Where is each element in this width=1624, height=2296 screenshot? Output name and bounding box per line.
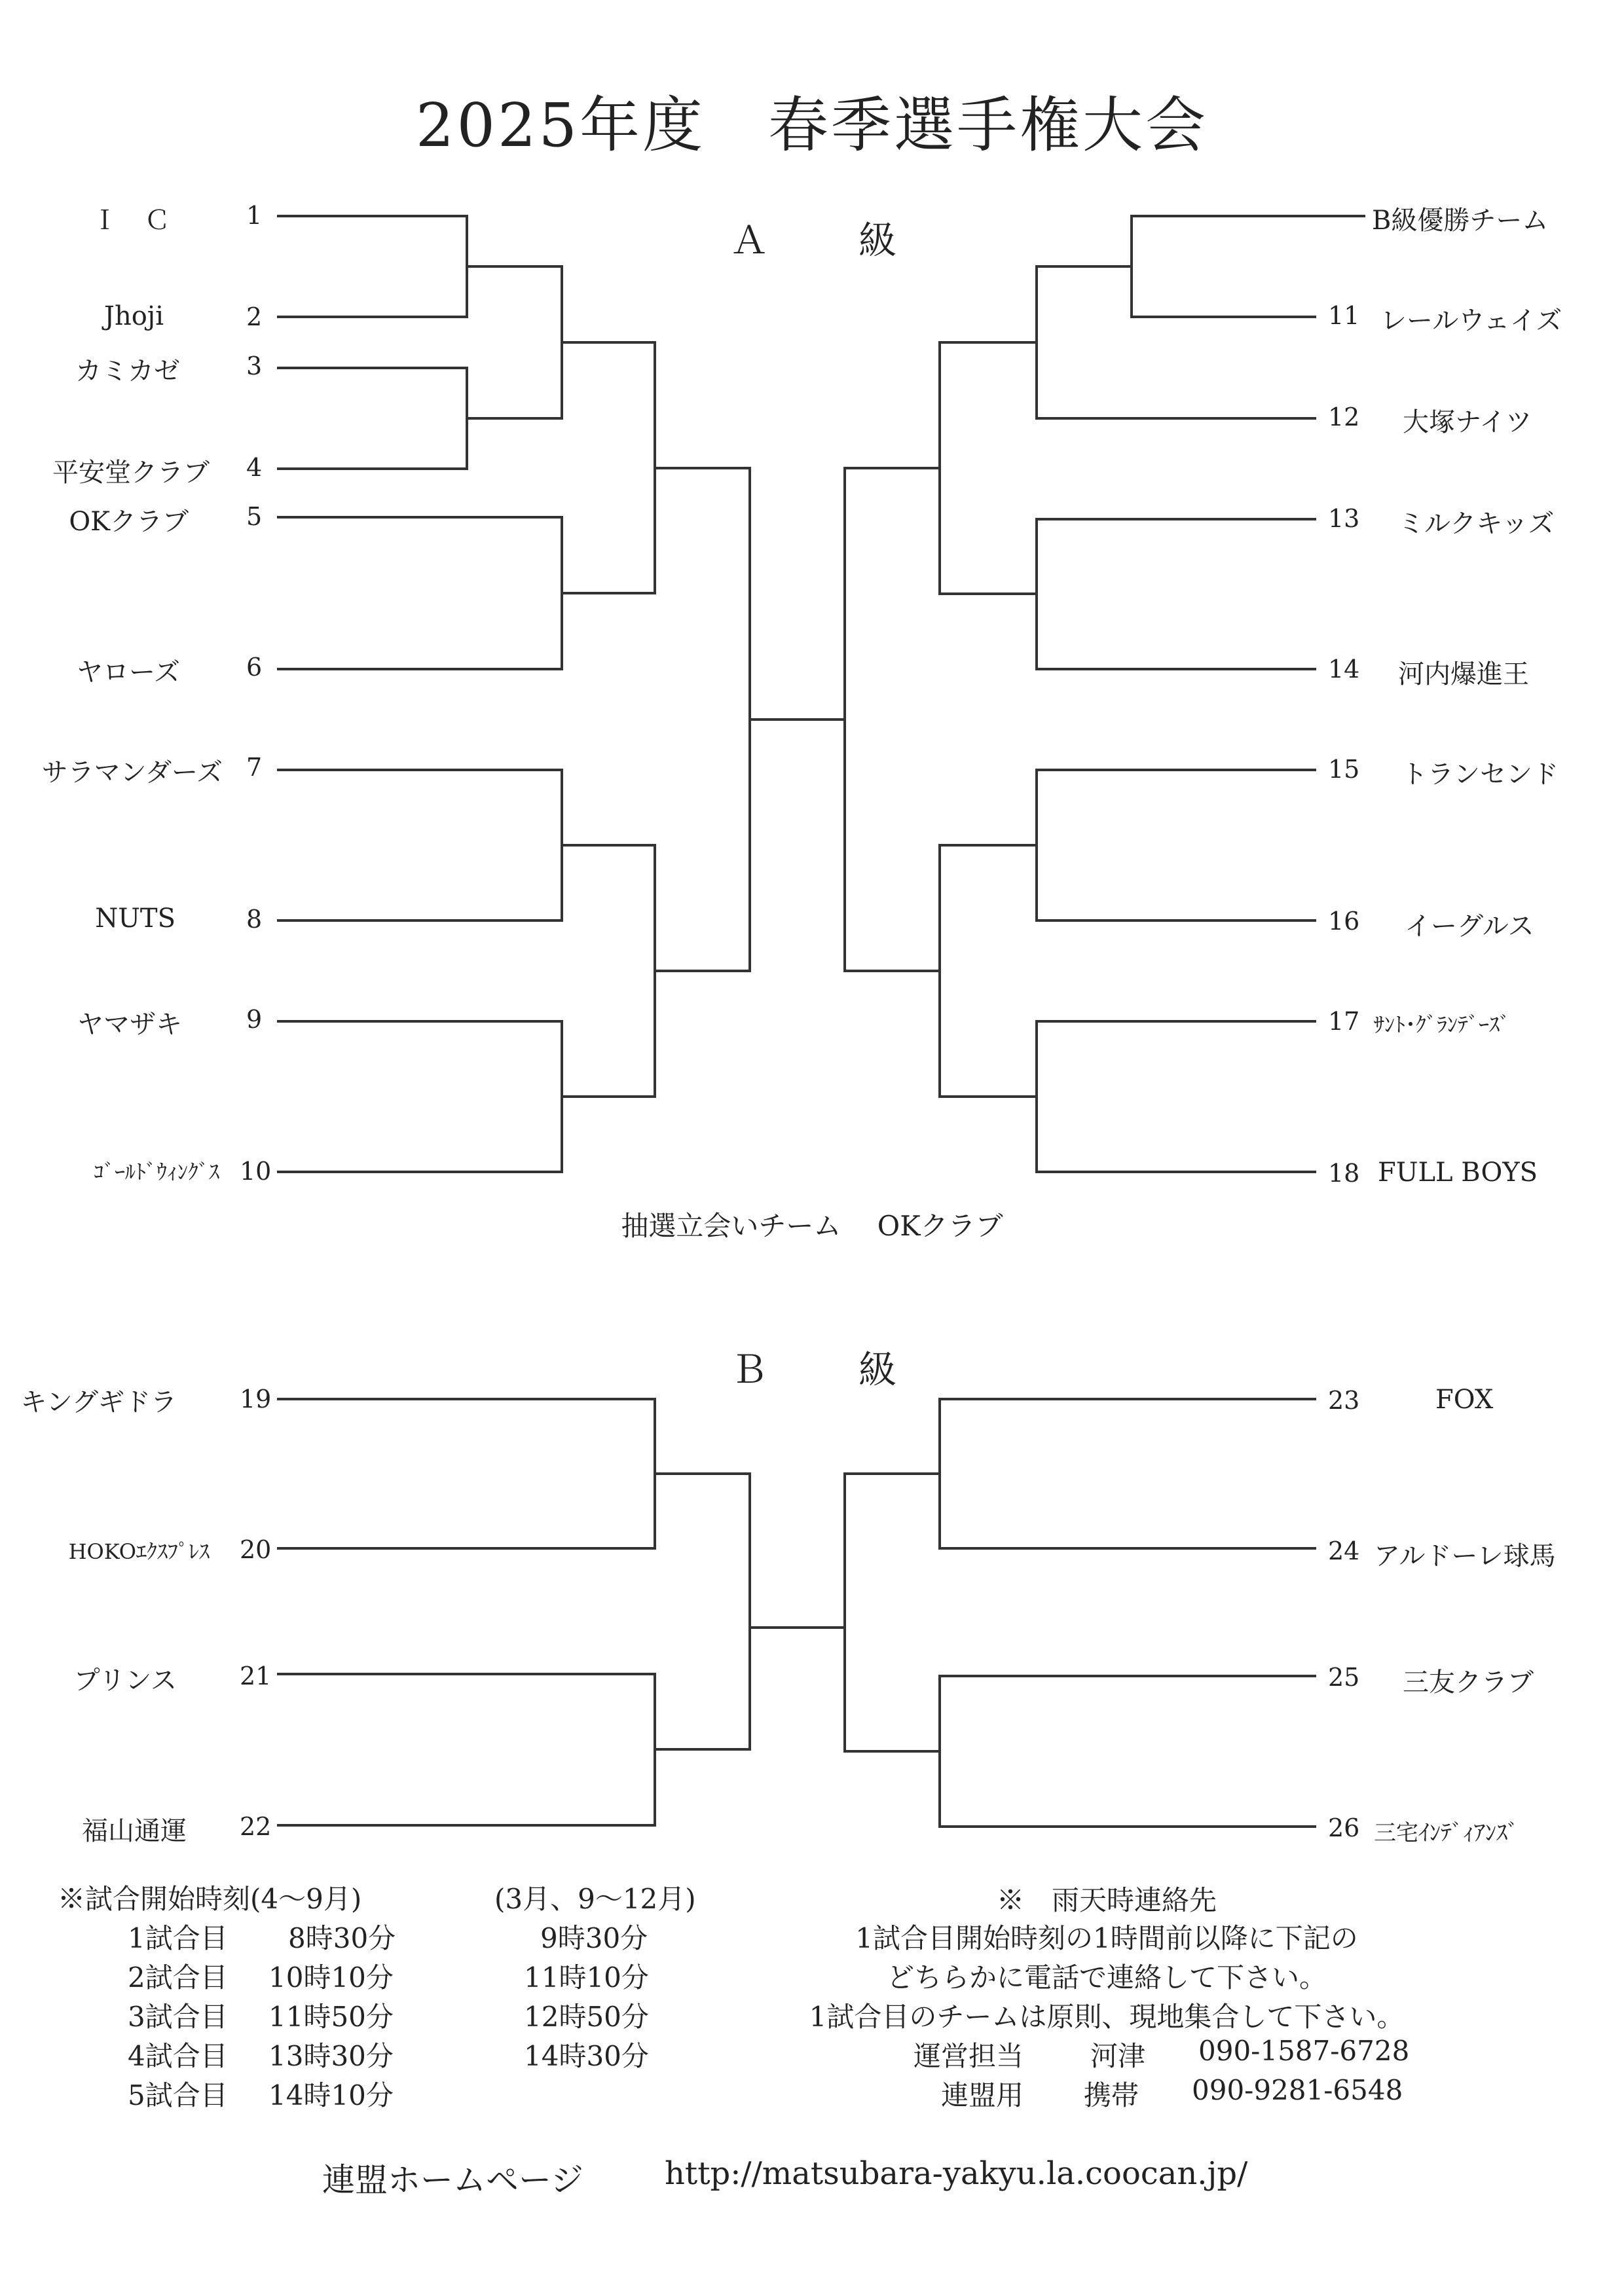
contact-role: 連盟用 xyxy=(941,2079,1024,2111)
seed-number: 12 xyxy=(1328,403,1360,431)
seed-number: 13 xyxy=(1328,504,1360,533)
game-time-alt: 12時50分 xyxy=(524,2001,649,2033)
seed-number: 9 xyxy=(246,1005,263,1034)
team-name: 三宅ｲﾝﾃﾞｨｱﾝｽﾞ xyxy=(1374,1820,1519,1846)
b-class-right-bracket xyxy=(845,1399,1316,1827)
game-time-alt: 11時10分 xyxy=(524,1961,649,1994)
team-name: ｻﾝﾄ･ｸﾞﾗﾝﾃﾞｰｽﾞ xyxy=(1374,1012,1511,1037)
b-class-left-bracket xyxy=(277,1399,845,1825)
seed-number: 6 xyxy=(246,653,263,682)
game-label: 3試合目 xyxy=(128,2001,228,2033)
team-name: アルドーレ球馬 xyxy=(1374,1541,1556,1571)
footer-label: 連盟ホームページ xyxy=(322,2161,583,2199)
game-time: 13時30分 xyxy=(268,2040,394,2072)
game-label: 5試合目 xyxy=(128,2079,228,2111)
team-name: 福山通運 xyxy=(82,1816,187,1846)
seed-number: 11 xyxy=(1328,301,1360,330)
seed-number: 7 xyxy=(246,753,263,782)
team-name: サラマンダーズ xyxy=(41,757,223,788)
game-time: 8時30分 xyxy=(288,1922,396,1954)
team-name: OKクラブ xyxy=(69,507,189,537)
a-class-heading: Ａ 級 xyxy=(730,218,923,263)
contact-name: 河津 xyxy=(1090,2040,1146,2072)
team-name: ミルクキッズ xyxy=(1398,509,1555,539)
team-name: FOX xyxy=(1435,1385,1494,1415)
schedule-header-alt: (3月、9～12月) xyxy=(494,1883,696,1915)
a-class-left-bracket xyxy=(277,216,845,1172)
game-label: 1試合目 xyxy=(128,1922,228,1954)
seed-number: 19 xyxy=(240,1385,272,1413)
seed-number: 3 xyxy=(246,352,263,380)
seed-number: 18 xyxy=(1328,1159,1360,1188)
footer-url-link[interactable]: http://matsubara-yakyu.la.coocan.jp/ xyxy=(665,2155,1248,2192)
team-name: B級優勝チーム xyxy=(1372,206,1549,236)
team-name: レールウェイズ xyxy=(1380,306,1562,336)
team-name: ヤローズ xyxy=(77,657,180,687)
game-label: 2試合目 xyxy=(128,1961,228,1994)
seed-number: 25 xyxy=(1328,1663,1360,1692)
team-name: トランセンド xyxy=(1401,759,1559,790)
seed-number: 2 xyxy=(246,302,263,331)
team-name: 河内爆進王 xyxy=(1398,659,1529,689)
team-name: カミカゼ xyxy=(75,356,180,386)
seed-number: 22 xyxy=(240,1812,272,1841)
seed-number: 26 xyxy=(1328,1813,1360,1842)
draw-witness-note: 抽選立会いチーム OKクラブ xyxy=(621,1210,1003,1242)
game-time-alt: 14時30分 xyxy=(524,2040,649,2072)
page-title: 2025年度 春季選手権大会 xyxy=(415,90,1209,160)
seed-number: 21 xyxy=(240,1662,272,1690)
game-time: 11時50分 xyxy=(268,2001,394,2033)
team-name: プリンス xyxy=(73,1666,177,1696)
seed-number: 23 xyxy=(1328,1386,1360,1415)
contact-phone: 090-9281-6548 xyxy=(1192,2074,1403,2106)
team-name: 平安堂クラブ xyxy=(52,458,210,488)
seed-number: 10 xyxy=(240,1157,272,1186)
game-time: 14時10分 xyxy=(268,2079,394,2111)
team-name: イーグルス xyxy=(1405,911,1534,941)
rain-contact-text: どちらかに電話で連絡して下さい。 xyxy=(886,1961,1327,1994)
team-name: ヤマザキ xyxy=(77,1010,182,1040)
seed-number: 14 xyxy=(1328,655,1360,683)
team-name: ｺﾞｰﾙﾄﾞｳｨﾝｸﾞｽ xyxy=(93,1159,219,1184)
game-time: 10時10分 xyxy=(268,1961,394,1994)
seed-number: 4 xyxy=(246,453,263,482)
seed-number: 16 xyxy=(1328,907,1360,936)
b-class-heading: Ｂ 級 xyxy=(730,1347,923,1392)
seed-number: 15 xyxy=(1328,755,1360,784)
seed-number: 24 xyxy=(1328,1537,1360,1565)
seed-number: 1 xyxy=(246,201,263,230)
game-time-alt: 9時30分 xyxy=(540,1922,648,1954)
rain-contact-text: 1試合目開始時刻の1時間前以降に下記の xyxy=(855,1922,1358,1954)
seed-number: 8 xyxy=(246,905,263,934)
team-name: キングギドラ xyxy=(20,1387,177,1417)
contact-role: 運営担当 xyxy=(913,2040,1024,2072)
game-label: 4試合目 xyxy=(128,2040,228,2072)
team-name: 三友クラブ xyxy=(1403,1667,1534,1698)
team-name: HOKOｴｸｽﾌﾟﾚｽ xyxy=(68,1539,210,1564)
contact-name: 携帯 xyxy=(1084,2079,1139,2111)
schedule-header: ※試合開始時刻(4～9月) xyxy=(58,1883,362,1915)
contact-phone: 090-1587-6728 xyxy=(1198,2035,1410,2067)
team-name: Ｉ Ｃ xyxy=(92,206,170,236)
a-class-right-bracket xyxy=(845,216,1365,1172)
rain-contact-header: ※ 雨天時連絡先 xyxy=(996,1884,1217,1916)
seed-number: 20 xyxy=(240,1535,272,1564)
rain-contact-text: 1試合目のチームは原則、現地集合して下さい。 xyxy=(809,2001,1405,2033)
seed-number: 5 xyxy=(246,502,263,531)
seed-number: 17 xyxy=(1328,1007,1360,1036)
team-name: NUTS xyxy=(95,903,175,934)
team-name: 大塚ナイツ xyxy=(1403,407,1532,437)
team-name: Jhoji xyxy=(103,301,164,331)
team-name: FULL BOYS xyxy=(1378,1157,1538,1188)
